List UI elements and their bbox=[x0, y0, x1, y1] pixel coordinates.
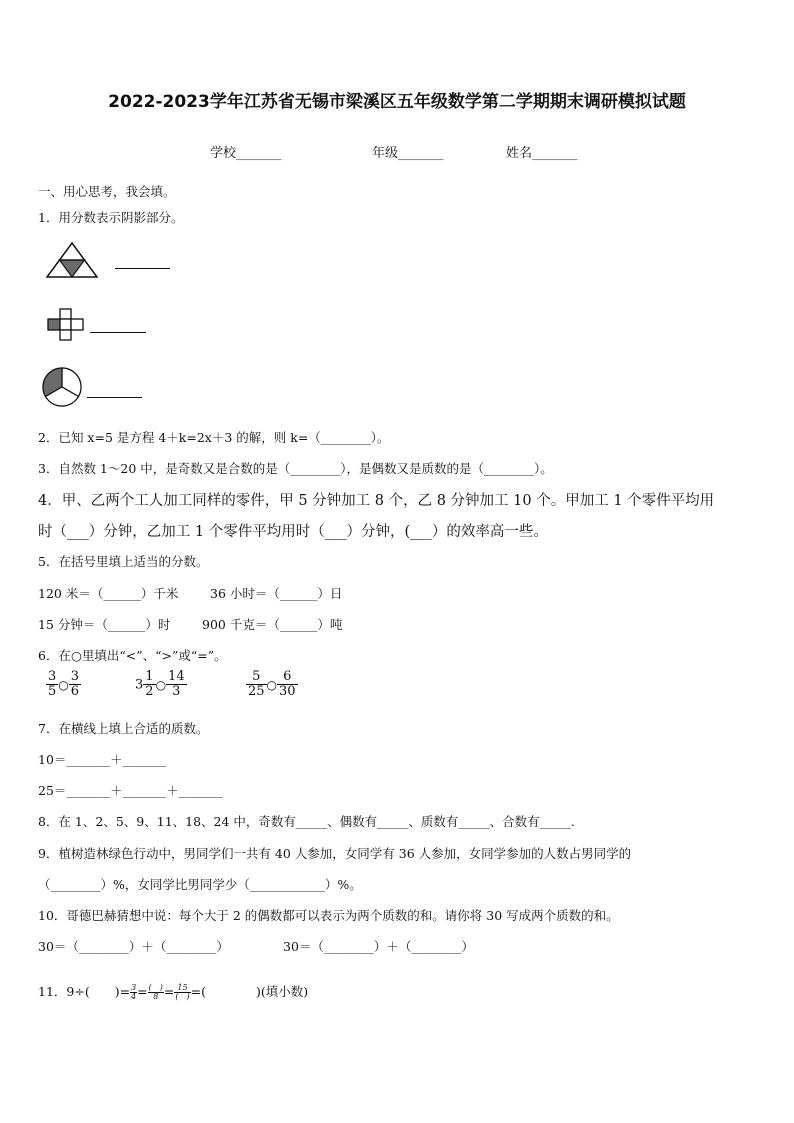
question-11: 11．9÷( )= $\frac{3}{4}$ = $\frac{( )}{8}$ = $\frac{15}{( )}$ =( )(填小数) bbox=[38, 983, 309, 1001]
question-5: 5．在括号里填上适当的分数。 bbox=[38, 554, 209, 569]
compare-b: 3 $\frac{1}{2}$ ○ $\frac{14}{3}$ bbox=[135, 669, 185, 700]
question-1: 1．用分数表示阴影部分。 bbox=[38, 210, 184, 225]
fraction: $\frac{( )}{8}$ bbox=[148, 983, 163, 1001]
compare-c bbox=[246, 670, 298, 700]
school-field[interactable]: 学校_______ bbox=[210, 146, 282, 161]
fraction: $\frac{3}{4}$ bbox=[131, 983, 137, 1001]
cross-squares-figure bbox=[45, 308, 89, 342]
answer-blank-1a[interactable] bbox=[115, 268, 170, 269]
compare-circle[interactable]: ○ bbox=[266, 677, 278, 692]
question-3: 3．自然数 1～20 中，是奇数又是合数的是（________），是偶数又是质数的是（________）。 bbox=[38, 461, 553, 476]
question-10: 10．哥德巴赫猜想中说：每个大于 2 的偶数都可以表示为两个质数的和。请你将 30 写成两个质数的和。 bbox=[38, 908, 619, 923]
question-9-line1: 9．植树造林绿色行动中，男同学们一共有 40 人参加，女同学有 36 人参加，女同学参加的人数占男同学的 bbox=[38, 846, 632, 861]
fraction: $\frac{5}{25}$ bbox=[248, 669, 265, 700]
answer-blank-1c[interactable] bbox=[87, 397, 142, 398]
section-heading: 一、用心思考，我会填。 bbox=[38, 184, 176, 199]
grade-field[interactable]: 年级_______ bbox=[372, 146, 444, 161]
page-title: 2022-2023学年江苏省无锡市梁溪区五年级数学第二学期期末调研模拟试题 bbox=[108, 92, 686, 112]
question-5c: 15 分钟＝（______）时 bbox=[38, 617, 171, 632]
question-4-line2: 时（___）分钟，乙加工 1 个零件平均用时（___）分钟，(___）的效率高一些。 bbox=[38, 524, 548, 540]
name-field[interactable]: 姓名_______ bbox=[506, 146, 578, 161]
fraction: $\frac{14}{3}$ bbox=[168, 669, 185, 700]
fraction: $\frac{1}{2}$ bbox=[145, 669, 154, 700]
question-10a: 30＝（________）＋（________） bbox=[38, 939, 229, 954]
compare-a bbox=[46, 670, 81, 700]
question-7: 7．在横线上填上合适的质数。 bbox=[38, 721, 209, 736]
question-7a: 10＝_______＋_______ bbox=[38, 752, 167, 767]
question-10b: 30＝（________）＋（________） bbox=[283, 939, 474, 954]
question-9-line2: （________）%，女同学比男同学少（____________）%。 bbox=[38, 877, 362, 892]
answer-blank-1b[interactable] bbox=[90, 332, 146, 333]
question-6: 6．在○里填出“<”、“>”或“=”。 bbox=[38, 648, 227, 663]
question-5a: 120 米＝（______）千米 bbox=[38, 586, 179, 601]
question-4-line1: 4．甲、乙两个工人加工同样的零件，甲 5 分钟加工 8 个，乙 8 分钟加工 10 个。甲加工 1 个零件平均用 bbox=[38, 493, 715, 509]
question-8: 8．在 1、2、5、9、11、18、24 中，奇数有_____、偶数有_____、质数有_____、合数有_____. bbox=[38, 814, 575, 829]
compare-circle[interactable]: ○ bbox=[155, 677, 167, 692]
fraction: $\frac{15}{( )}$ bbox=[175, 983, 190, 1001]
fraction: $\frac{3}{5}$ bbox=[48, 669, 57, 700]
question-2: 2．已知 x=5 是方程 4＋k=2x＋3 的解，则 k=（________）。 bbox=[38, 430, 390, 445]
compare-circle[interactable]: ○ bbox=[58, 677, 69, 692]
fraction: $\frac{3}{6}$ bbox=[70, 669, 80, 700]
triangle-figure bbox=[44, 240, 100, 280]
question-7b: 25＝_______＋_______＋_______ bbox=[38, 783, 223, 798]
question-5b: 36 小时＝（______）日 bbox=[210, 586, 343, 601]
question-5d: 900 千克＝（______）吨 bbox=[202, 617, 343, 632]
fraction: $\frac{6}{30}$ bbox=[279, 669, 296, 700]
circle-thirds-figure bbox=[40, 366, 86, 408]
